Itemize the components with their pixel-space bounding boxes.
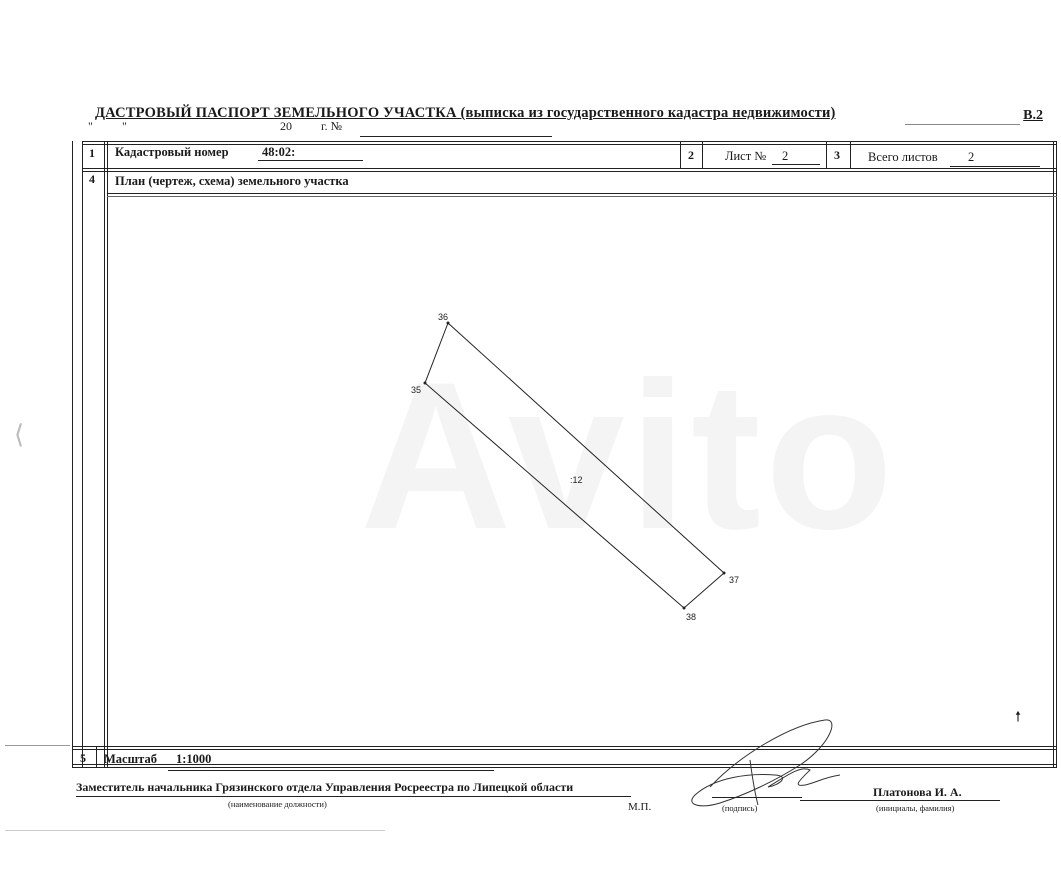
parcel-boundary — [425, 323, 724, 608]
position-caption: (наименование должности) — [228, 799, 327, 809]
parcel-label: :12 — [570, 475, 583, 485]
row-number-1: 1 — [89, 146, 95, 160]
north-arrow-icon: 🠕 — [1015, 709, 1022, 725]
row5-divider — [96, 746, 97, 767]
point-label-36: 36 — [438, 312, 449, 322]
date-quote-close: " — [122, 119, 127, 133]
document-title: ДАСТРОВЫЙ ПАСПОРТ ЗЕМЕЛЬНОГО УЧАСТКА (выписка из государственного кадастра недвижимости) — [95, 105, 836, 121]
scale-value: 1:1000 — [176, 752, 212, 766]
row5-top-inner — [72, 749, 1057, 750]
point-37-marker — [723, 572, 726, 575]
point-label-35: 35 — [411, 385, 422, 395]
cadastral-number-value: 48:02: — [262, 145, 296, 159]
sheet-code: В.2 — [1023, 108, 1043, 123]
point-label-37: 37 — [729, 575, 740, 585]
signature-line — [712, 797, 802, 798]
scale-underline — [168, 770, 494, 771]
name-underline — [800, 800, 1000, 801]
position-underline — [76, 796, 631, 797]
number-label: г. № — [321, 119, 343, 133]
date-year-prefix: 20 — [280, 119, 292, 133]
name-caption: (инициалы, фамилия) — [876, 803, 955, 813]
scan-edge-line — [5, 745, 70, 746]
date-quote-open: " — [88, 119, 93, 133]
cadastral-number-label: Кадастровый номер — [115, 145, 229, 159]
point-38-marker — [683, 607, 686, 610]
total-sheets-value: 2 — [968, 150, 975, 164]
total-sheets-label: Всего листов — [868, 150, 938, 164]
scan-edge-line-bottom — [5, 830, 385, 831]
sheet-number-value: 2 — [782, 149, 789, 163]
row-number-2: 2 — [688, 148, 694, 162]
chevron-left-icon[interactable]: ⟨ — [14, 420, 25, 450]
stamp-place: М.П. — [628, 801, 652, 813]
signature-caption: (подпись) — [722, 803, 758, 813]
row-number-5: 5 — [80, 751, 86, 765]
row-number-3: 3 — [834, 148, 840, 162]
sheet-number-label: Лист № — [725, 149, 767, 163]
plan-section-label: План (чертеж, схема) земельного участка — [115, 174, 349, 188]
row-number-4: 4 — [89, 172, 95, 186]
point-35-marker — [424, 382, 427, 385]
signatory-position: Заместитель начальника Грязинского отдела Управления Росреестра по Липецкой области — [76, 780, 574, 794]
signatory-name: Платонова И. А. — [873, 785, 962, 799]
scale-label: Масштаб — [104, 752, 157, 766]
row5-top — [72, 746, 1057, 747]
point-label-38: 38 — [686, 612, 697, 622]
